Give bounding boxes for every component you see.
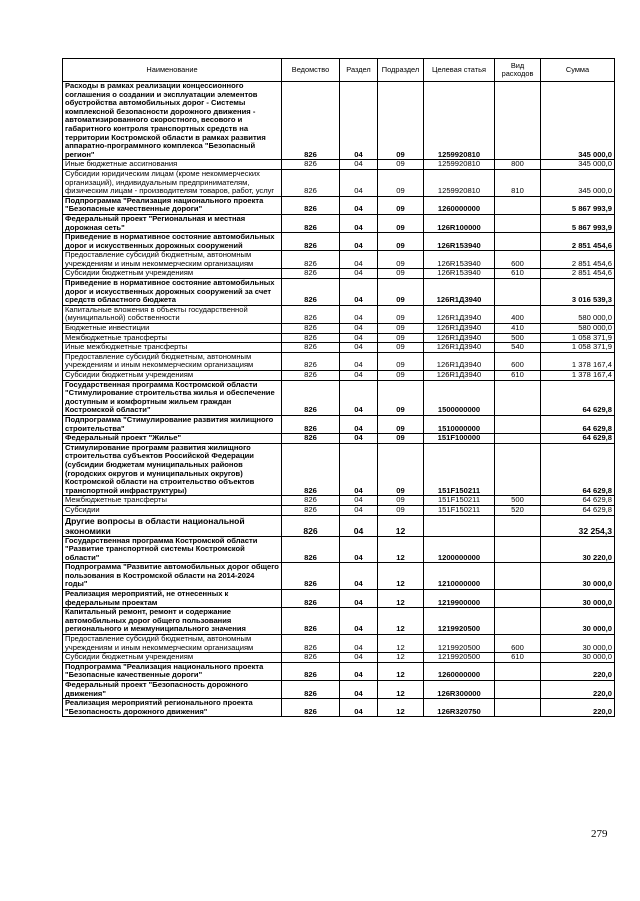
cell-amount: 345 000,0 [541, 169, 615, 196]
table-row [63, 505, 615, 515]
cell-department: 826 [282, 214, 340, 232]
cell-name: Субсидии [63, 505, 282, 515]
cell-target-article: 126R1Д3940 [424, 279, 495, 306]
cell-section: 04 [340, 160, 378, 170]
cell-target-article: 126R300000 [424, 681, 495, 699]
cell-target-article: 126R1Д3940 [424, 371, 495, 381]
header-department: Ведомство [282, 59, 340, 82]
cell-expense-type [495, 608, 541, 635]
cell-section: 04 [340, 269, 378, 279]
cell-expense-type [495, 434, 541, 444]
cell-target-article: 1260000000 [424, 662, 495, 680]
cell-expense-type [495, 563, 541, 590]
table-row [63, 305, 615, 323]
cell-department: 826 [282, 169, 340, 196]
header-expense-type: Вид расходов [495, 59, 541, 82]
cell-amount: 1 058 371,9 [541, 333, 615, 343]
cell-expense-type: 610 [495, 653, 541, 663]
cell-expense-type [495, 82, 541, 160]
cell-name: Субсидии юридическим лицам (кроме некоммерческих организаций), индивидуальным предпринимателям, физическим лицам - производителям товаров, работ, услуг [63, 169, 282, 196]
cell-department: 826 [282, 515, 340, 536]
cell-expense-type [495, 196, 541, 214]
cell-subsection: 12 [378, 653, 424, 663]
table-row [63, 653, 615, 663]
cell-department: 826 [282, 496, 340, 506]
cell-subsection: 12 [378, 699, 424, 717]
cell-expense-type [495, 662, 541, 680]
cell-section: 04 [340, 536, 378, 563]
cell-name: Предоставление субсидий бюджетным, автономным учреждениям и иным некоммерческим организациям [63, 251, 282, 269]
cell-name: Субсидии бюджетным учреждениям [63, 371, 282, 381]
cell-amount: 5 867 993,9 [541, 196, 615, 214]
cell-subsection: 09 [378, 269, 424, 279]
cell-department: 826 [282, 160, 340, 170]
cell-name: Подпрограмма "Стимулирование развития жилищного строительства" [63, 415, 282, 433]
table-row [63, 324, 615, 334]
cell-department: 826 [282, 590, 340, 608]
cell-target-article: 151F150211 [424, 496, 495, 506]
cell-amount: 30 000,0 [541, 590, 615, 608]
cell-subsection: 09 [378, 343, 424, 353]
cell-expense-type: 410 [495, 324, 541, 334]
cell-amount: 2 851 454,6 [541, 251, 615, 269]
table-row [63, 681, 615, 699]
cell-name: Подпрограмма "Реализация национального проекта "Безопасные качественные дороги" [63, 196, 282, 214]
cell-department: 826 [282, 233, 340, 251]
cell-subsection: 09 [378, 496, 424, 506]
cell-name: Иные бюджетные ассигнования [63, 160, 282, 170]
cell-target-article: 126R320750 [424, 699, 495, 717]
cell-amount: 220,0 [541, 662, 615, 680]
cell-section: 04 [340, 496, 378, 506]
cell-name: Субсидии бюджетным учреждениям [63, 653, 282, 663]
cell-expense-type [495, 415, 541, 433]
cell-department: 826 [282, 505, 340, 515]
table-row [63, 536, 615, 563]
cell-subsection: 09 [378, 169, 424, 196]
cell-target-article: 126R153940 [424, 251, 495, 269]
cell-name: Капитальный ремонт, ремонт и содержание автомобильных дорог общего пользования регионального и межмуниципального значения [63, 608, 282, 635]
cell-section: 04 [340, 82, 378, 160]
cell-subsection: 09 [378, 160, 424, 170]
table-row [63, 662, 615, 680]
table-row [63, 343, 615, 353]
cell-section: 04 [340, 251, 378, 269]
cell-department: 826 [282, 635, 340, 653]
cell-subsection: 12 [378, 681, 424, 699]
cell-target-article: 1200000000 [424, 536, 495, 563]
cell-target-article: 1259920810 [424, 82, 495, 160]
cell-subsection: 12 [378, 590, 424, 608]
table-row [63, 590, 615, 608]
cell-target-article: 1219920500 [424, 653, 495, 663]
cell-name: Федеральный проект "Безопасность дорожного движения" [63, 681, 282, 699]
cell-amount: 30 000,0 [541, 635, 615, 653]
cell-expense-type [495, 681, 541, 699]
cell-amount: 64 629,8 [541, 505, 615, 515]
cell-section: 04 [340, 515, 378, 536]
cell-expense-type: 500 [495, 496, 541, 506]
cell-section: 04 [340, 343, 378, 353]
cell-target-article: 1259920810 [424, 160, 495, 170]
cell-subsection: 12 [378, 515, 424, 536]
table-row [63, 214, 615, 232]
cell-name: Подпрограмма "Развитие автомобильных дорог общего пользования в Костромской области на 2014-2024 годы" [63, 563, 282, 590]
cell-subsection: 09 [378, 371, 424, 381]
cell-target-article: 151F150211 [424, 443, 495, 496]
cell-name: Реализация мероприятий, не отнесенных к федеральным проектам [63, 590, 282, 608]
table-row [63, 515, 615, 536]
cell-amount: 30 000,0 [541, 653, 615, 663]
cell-department: 826 [282, 343, 340, 353]
cell-department: 826 [282, 415, 340, 433]
cell-name: Капитальные вложения в объекты государственной (муниципальной) собственности [63, 305, 282, 323]
cell-subsection: 09 [378, 324, 424, 334]
cell-amount: 30 000,0 [541, 563, 615, 590]
cell-section: 04 [340, 279, 378, 306]
cell-amount: 2 851 454,6 [541, 233, 615, 251]
table-row [63, 82, 615, 160]
cell-subsection: 09 [378, 214, 424, 232]
table-header-row [63, 59, 615, 82]
table-row [63, 196, 615, 214]
cell-target-article: 1510000000 [424, 415, 495, 433]
cell-amount: 30 000,0 [541, 608, 615, 635]
cell-section: 04 [340, 324, 378, 334]
cell-amount: 64 629,8 [541, 443, 615, 496]
cell-expense-type: 600 [495, 635, 541, 653]
cell-expense-type: 540 [495, 343, 541, 353]
cell-target-article: 126R1Д3940 [424, 333, 495, 343]
cell-subsection: 09 [378, 443, 424, 496]
cell-department: 826 [282, 82, 340, 160]
budget-table [62, 58, 615, 717]
cell-expense-type: 800 [495, 160, 541, 170]
cell-expense-type [495, 699, 541, 717]
cell-expense-type: 600 [495, 352, 541, 370]
cell-section: 04 [340, 305, 378, 323]
cell-section: 04 [340, 443, 378, 496]
cell-subsection: 09 [378, 82, 424, 160]
cell-subsection: 09 [378, 333, 424, 343]
cell-section: 04 [340, 415, 378, 433]
cell-section: 04 [340, 434, 378, 444]
cell-target-article: 126R1Д3940 [424, 343, 495, 353]
table-row [63, 279, 615, 306]
cell-target-article: 151F100000 [424, 434, 495, 444]
cell-department: 826 [282, 653, 340, 663]
header-name: Наименование [63, 59, 282, 82]
cell-target-article: 126R1Д3940 [424, 352, 495, 370]
cell-expense-type: 810 [495, 169, 541, 196]
cell-section: 04 [340, 563, 378, 590]
cell-section: 04 [340, 333, 378, 343]
table-row [63, 160, 615, 170]
cell-target-article: 1500000000 [424, 380, 495, 415]
header-target-article: Целевая статья [424, 59, 495, 82]
cell-amount: 345 000,0 [541, 160, 615, 170]
cell-name: Стимулирование программ развития жилищного строительства субъектов Российской Федерации (субсидии бюджетам муниципальных районов (городских округов и муниципальных округов) Костромской области на строительство объектов транспортной инфраструктуры) [63, 443, 282, 496]
cell-amount: 64 629,8 [541, 380, 615, 415]
cell-amount: 220,0 [541, 681, 615, 699]
cell-section: 04 [340, 608, 378, 635]
cell-subsection: 12 [378, 608, 424, 635]
cell-name: Федеральный проект "Жилье" [63, 434, 282, 444]
cell-amount: 345 000,0 [541, 82, 615, 160]
page-number: 279 [591, 828, 608, 840]
cell-section: 04 [340, 699, 378, 717]
cell-target-article: 126R153940 [424, 269, 495, 279]
header-section: Раздел [340, 59, 378, 82]
cell-department: 826 [282, 305, 340, 323]
cell-name: Предоставление субсидий бюджетным, автономным учреждениям и иным некоммерческим организациям [63, 635, 282, 653]
cell-target-article [424, 515, 495, 536]
cell-department: 826 [282, 681, 340, 699]
cell-amount: 64 629,8 [541, 496, 615, 506]
cell-name: Субсидии бюджетным учреждениям [63, 269, 282, 279]
cell-amount: 2 851 454,6 [541, 269, 615, 279]
cell-name: Государственная программа Костромской области "Стимулирование строительства жилья и обеспечение доступным и комфортным жильем граждан Костромской области" [63, 380, 282, 415]
table-row [63, 496, 615, 506]
cell-name: Приведение в нормативное состояние автомобильных дорог и искусственных дорожных сооружений за счет средств областного бюджета [63, 279, 282, 306]
cell-expense-type [495, 536, 541, 563]
cell-target-article: 126R1Д3940 [424, 324, 495, 334]
cell-department: 826 [282, 333, 340, 343]
cell-subsection: 09 [378, 279, 424, 306]
cell-expense-type: 600 [495, 251, 541, 269]
table-row [63, 563, 615, 590]
cell-name: Реализация мероприятий регионального проекта "Безопасность дорожного движения" [63, 699, 282, 717]
table-row [63, 699, 615, 717]
cell-department: 826 [282, 251, 340, 269]
table-row [63, 169, 615, 196]
cell-name: Межбюджетные трансферты [63, 496, 282, 506]
cell-amount: 580 000,0 [541, 305, 615, 323]
cell-expense-type: 610 [495, 371, 541, 381]
cell-target-article: 126R100000 [424, 214, 495, 232]
table-row [63, 635, 615, 653]
cell-section: 04 [340, 169, 378, 196]
cell-department: 826 [282, 380, 340, 415]
cell-subsection: 09 [378, 196, 424, 214]
cell-expense-type: 610 [495, 269, 541, 279]
cell-target-article: 126R153940 [424, 233, 495, 251]
cell-department: 826 [282, 434, 340, 444]
cell-department: 826 [282, 196, 340, 214]
cell-subsection: 09 [378, 233, 424, 251]
cell-target-article: 1219920500 [424, 635, 495, 653]
cell-department: 826 [282, 563, 340, 590]
cell-department: 826 [282, 371, 340, 381]
cell-section: 04 [340, 635, 378, 653]
header-subsection: Подраздел [378, 59, 424, 82]
cell-amount: 220,0 [541, 699, 615, 717]
cell-expense-type [495, 279, 541, 306]
cell-section: 04 [340, 505, 378, 515]
cell-subsection: 12 [378, 536, 424, 563]
cell-expense-type [495, 233, 541, 251]
cell-name: Предоставление субсидий бюджетным, автономным учреждениям и иным некоммерческим организациям [63, 352, 282, 370]
cell-subsection: 09 [378, 251, 424, 269]
cell-subsection: 09 [378, 434, 424, 444]
cell-subsection: 09 [378, 380, 424, 415]
cell-amount: 5 867 993,9 [541, 214, 615, 232]
cell-section: 04 [340, 352, 378, 370]
cell-subsection: 09 [378, 305, 424, 323]
cell-department: 826 [282, 324, 340, 334]
cell-expense-type [495, 214, 541, 232]
cell-section: 04 [340, 196, 378, 214]
cell-subsection: 09 [378, 505, 424, 515]
cell-name: Иные межбюджетные трансферты [63, 343, 282, 353]
cell-subsection: 09 [378, 415, 424, 433]
cell-section: 04 [340, 371, 378, 381]
cell-amount: 1 378 167,4 [541, 371, 615, 381]
cell-amount: 30 220,0 [541, 536, 615, 563]
cell-expense-type [495, 443, 541, 496]
cell-target-article: 1210000000 [424, 563, 495, 590]
cell-name: Государственная программа Костромской области "Развитие транспортной системы Костромской области" [63, 536, 282, 563]
header-amount: Сумма [541, 59, 615, 82]
cell-amount: 580 000,0 [541, 324, 615, 334]
cell-department: 826 [282, 352, 340, 370]
cell-subsection: 12 [378, 635, 424, 653]
cell-name: Приведение в нормативное состояние автомобильных дорог и искусственных дорожных сооружений [63, 233, 282, 251]
cell-section: 04 [340, 214, 378, 232]
cell-subsection: 09 [378, 352, 424, 370]
cell-section: 04 [340, 681, 378, 699]
table-row [63, 608, 615, 635]
cell-target-article: 1259920810 [424, 169, 495, 196]
cell-amount: 64 629,8 [541, 434, 615, 444]
cell-amount: 32 254,3 [541, 515, 615, 536]
cell-name: Расходы в рамках реализации концессионного соглашения о создании и эксплуатации элементов обустройства автомобильных дорог - Системы комплексной безопасности дорожного движения - автоматизированного скоростного, весового и габаритного контроля транспортных средств на территории Костромской области в рамках развития аппаратно-программного комплекса "Безопасный регион" [63, 82, 282, 160]
cell-target-article: 1260000000 [424, 196, 495, 214]
cell-section: 04 [340, 662, 378, 680]
cell-section: 04 [340, 233, 378, 251]
table-row [63, 371, 615, 381]
cell-amount: 1 378 167,4 [541, 352, 615, 370]
cell-department: 826 [282, 279, 340, 306]
cell-name: Другие вопросы в области национальной экономики [63, 515, 282, 536]
cell-expense-type [495, 515, 541, 536]
cell-name: Межбюджетные трансферты [63, 333, 282, 343]
cell-department: 826 [282, 699, 340, 717]
cell-target-article: 151F150211 [424, 505, 495, 515]
table-row [63, 415, 615, 433]
cell-department: 826 [282, 662, 340, 680]
cell-target-article: 1219900000 [424, 590, 495, 608]
cell-expense-type [495, 590, 541, 608]
cell-name: Подпрограмма "Реализация национального проекта "Безопасные качественные дороги" [63, 662, 282, 680]
cell-department: 826 [282, 269, 340, 279]
cell-department: 826 [282, 608, 340, 635]
cell-subsection: 12 [378, 662, 424, 680]
cell-expense-type: 400 [495, 305, 541, 323]
cell-section: 04 [340, 590, 378, 608]
cell-department: 826 [282, 443, 340, 496]
cell-target-article: 1219920500 [424, 608, 495, 635]
cell-amount: 3 016 539,3 [541, 279, 615, 306]
cell-expense-type [495, 380, 541, 415]
cell-department: 826 [282, 536, 340, 563]
cell-target-article: 126R1Д3940 [424, 305, 495, 323]
cell-name: Бюджетные инвестиции [63, 324, 282, 334]
table-row [63, 434, 615, 444]
table-row [63, 233, 615, 251]
table-row [63, 352, 615, 370]
table-row [63, 251, 615, 269]
cell-subsection: 12 [378, 563, 424, 590]
cell-name: Федеральный проект "Региональная и местная дорожная сеть" [63, 214, 282, 232]
cell-expense-type: 520 [495, 505, 541, 515]
cell-section: 04 [340, 380, 378, 415]
table-row [63, 380, 615, 415]
cell-amount: 1 058 371,9 [541, 343, 615, 353]
cell-expense-type: 500 [495, 333, 541, 343]
cell-section: 04 [340, 653, 378, 663]
cell-amount: 64 629,8 [541, 415, 615, 433]
table-row [63, 443, 615, 496]
